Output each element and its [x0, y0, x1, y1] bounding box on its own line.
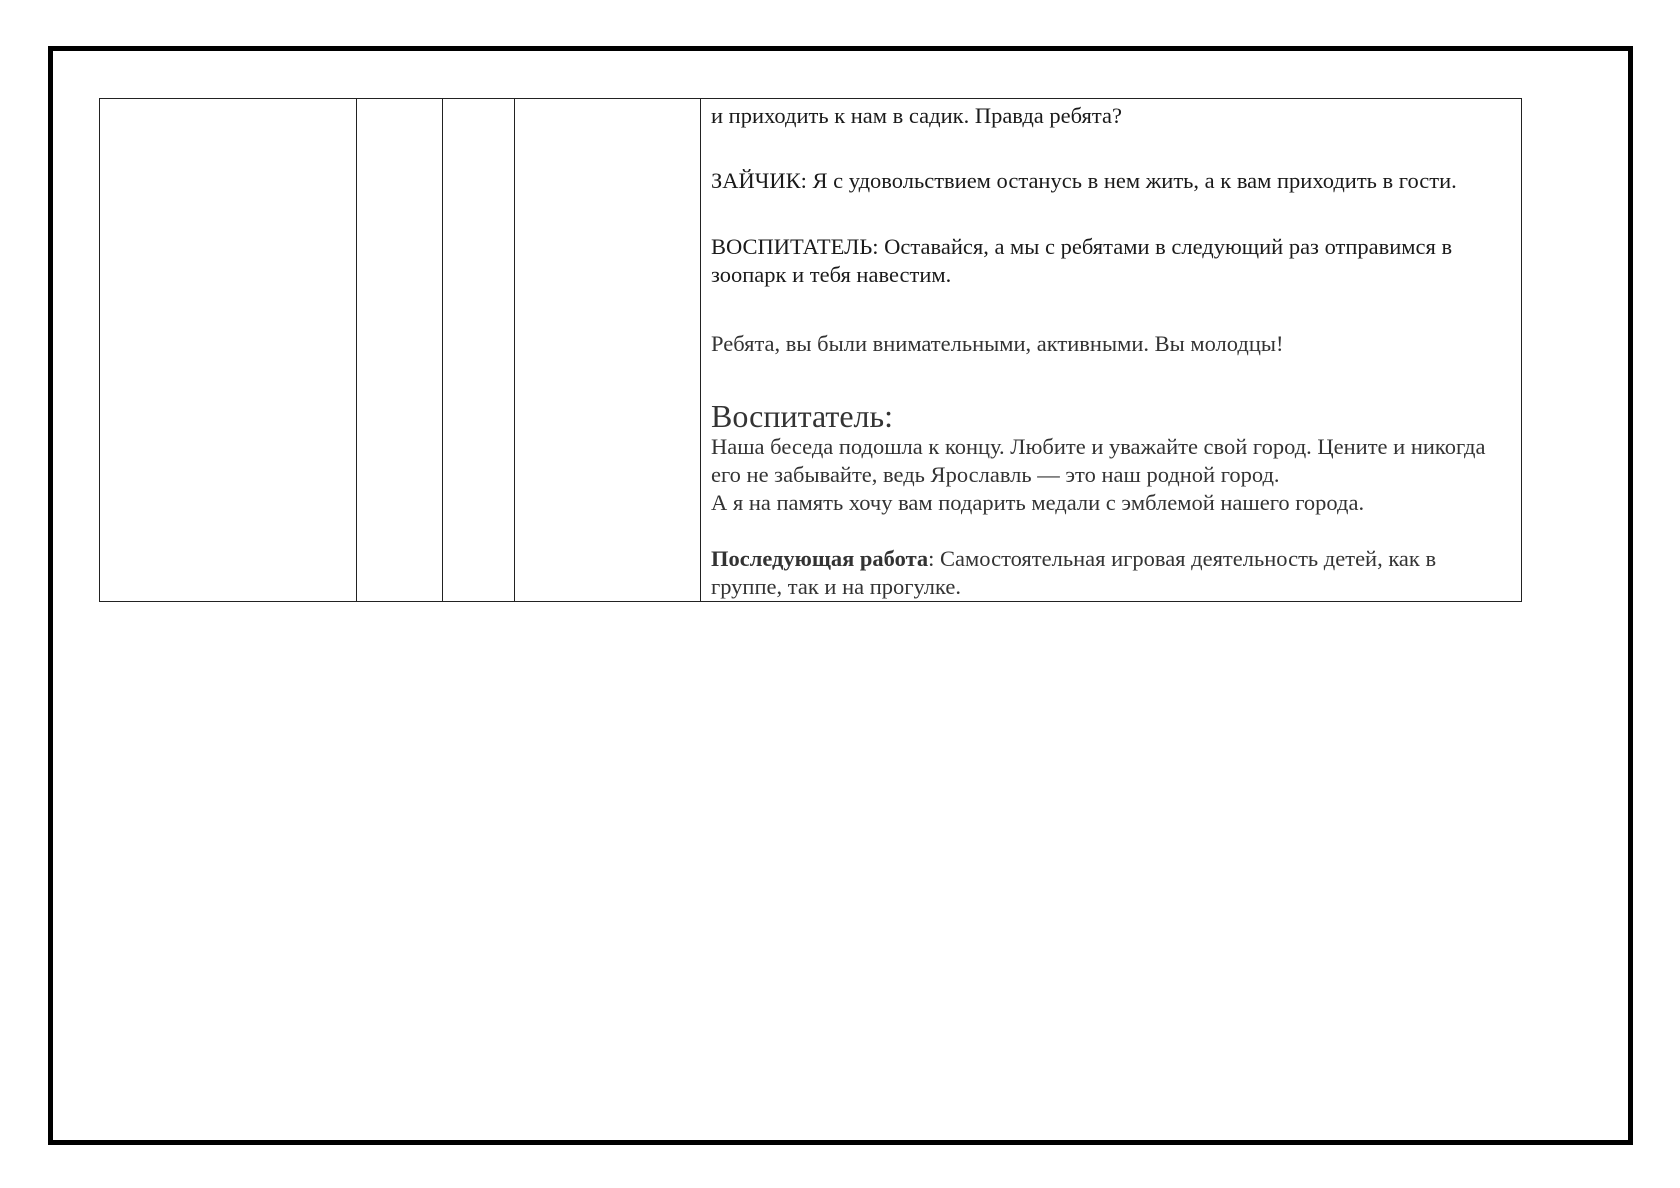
table-row [100, 99, 1522, 602]
table-cell-empty-3 [443, 99, 515, 602]
followup-paragraph [711, 545, 1511, 601]
closing-paragraph: Наша беседа подошла к концу. Любите и уважайте свой город. Цените и никогда его не забывайте, ведь Ярославль — это наш родной город. [711, 434, 1486, 487]
dialogue-line: и приходить к нам в садик. Правда ребята? [711, 103, 1122, 128]
table-cell-script-text [701, 99, 1522, 602]
speaker-heading: Воспитатель: [711, 398, 893, 434]
closing-paragraph-2: А я на память хочу вам подарить медали с эмблемой нашего города. [711, 490, 1365, 515]
table-cell-empty-2 [357, 99, 443, 602]
lesson-plan-table [99, 98, 1522, 602]
followup-text: : Самостоятельная игровая деятельность детей, как в группе, так и на прогулке. [711, 546, 1437, 599]
table-cell-empty-4 [515, 99, 701, 602]
dialogue-vospitatel: ВОСПИТАТЕЛЬ: Оставайся, а мы с ребятами в следующий раз отправимся в зоопарк и тебя навестим. [711, 234, 1453, 287]
followup-label: Последующая работа [711, 546, 929, 571]
table-cell-empty-1 [100, 99, 357, 602]
praise-line: Ребята, вы были внимательными, активными. Вы молодцы! [711, 331, 1284, 356]
dialogue-zaychik: ЗАЙЧИК: Я с удовольствием останусь в нем жить, а к вам приходить в гости. [711, 168, 1457, 193]
